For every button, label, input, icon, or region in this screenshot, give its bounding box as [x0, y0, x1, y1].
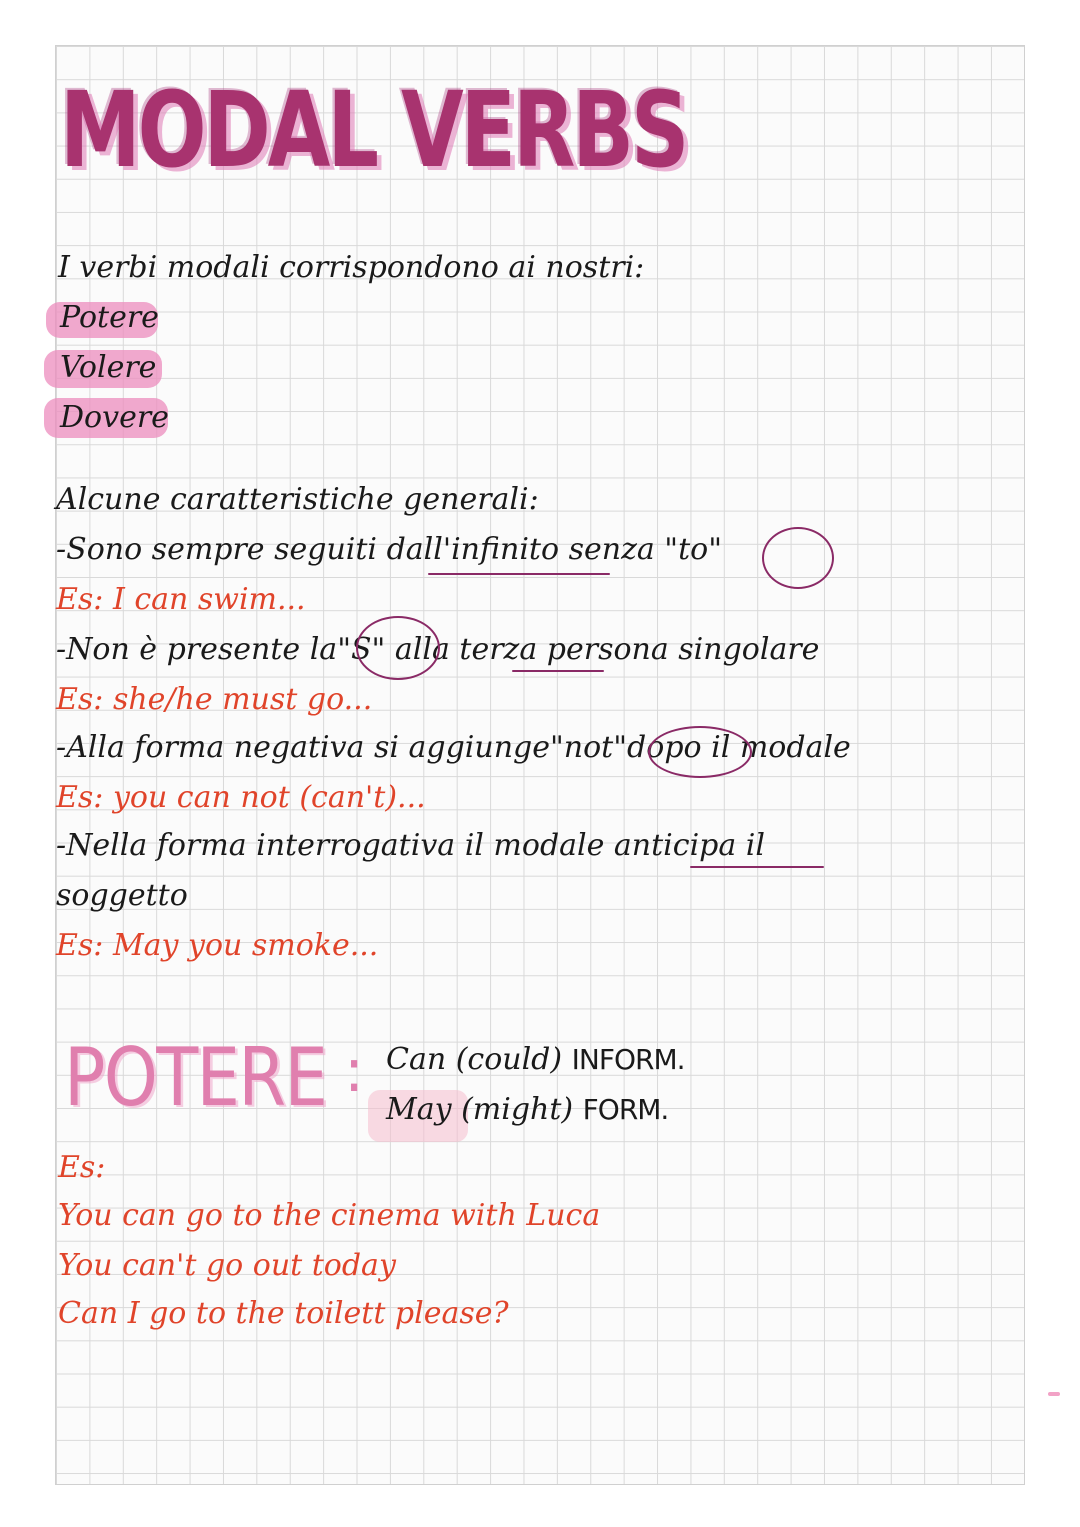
potere-example-2: You can't go out today — [58, 1248, 396, 1283]
rule-1-text: -Sono sempre seguiti — [56, 532, 387, 567]
rule-3-circled: "not" — [550, 730, 628, 765]
circle-not — [648, 726, 752, 778]
potere-es-label: Es: — [58, 1150, 106, 1185]
rule-1-circled: "to" — [664, 532, 723, 567]
underline-anticipa — [690, 866, 824, 868]
rule-4-text: -Nella forma interrogativa il modale — [56, 828, 614, 863]
rule-4 — [56, 826, 765, 866]
rule-2-end: persona singolare — [537, 632, 820, 667]
tag-form: FORM. — [582, 1093, 669, 1126]
circle-s — [356, 616, 440, 680]
potere-example-1: You can go to the cinema with Luca — [58, 1198, 601, 1233]
page-title: MODAL VERBS — [60, 69, 687, 191]
potere-line-1 — [386, 1040, 685, 1080]
rule-1-mid: senza — [559, 532, 665, 567]
rule-4-underlined: anticipa — [613, 828, 737, 863]
verb-potere: Potere — [60, 300, 159, 335]
rule-2-underlined: terza — [459, 632, 538, 667]
circle-to — [762, 527, 834, 589]
example-3: Es: you can not (can't)... — [56, 780, 426, 815]
potere-example-3: Can I go to the toilett please? — [58, 1296, 509, 1331]
tag-inform: INFORM. — [571, 1043, 685, 1076]
potere-line-2 — [386, 1090, 668, 1130]
verb-dovere: Dovere — [60, 400, 169, 435]
margin-mark — [1048, 1392, 1060, 1396]
underline-infinito — [428, 573, 610, 575]
underline-terza — [512, 670, 604, 672]
potere-line-2-words: May (might) — [386, 1092, 574, 1127]
rule-2-text: -Non è presente la — [56, 632, 338, 667]
section-heading-potere: POTERE — [64, 1031, 327, 1124]
rule-3-text: -Alla forma negativa si aggiunge — [56, 730, 550, 765]
rule-4-end: il — [736, 828, 765, 863]
verb-volere: Volere — [60, 350, 157, 385]
rule-3-end: dopo il modale — [627, 730, 851, 765]
example-4: Es: May you smoke... — [56, 928, 379, 963]
rule-2-circled: "S" — [337, 632, 386, 667]
intro-text: I verbi modali corrispondono ai nostri: — [58, 250, 645, 285]
rule-1-underlined: dall'infinito — [386, 532, 560, 567]
example-1: Es: I can swim... — [56, 582, 306, 617]
features-heading: Alcune caratteristiche generali: — [56, 482, 539, 517]
rule-4-line-2: soggetto — [56, 878, 188, 913]
potere-colon: : — [344, 1036, 365, 1106]
potere-line-1-words: Can (could) — [386, 1042, 563, 1077]
rule-1 — [56, 530, 722, 570]
rule-2-mid: alla — [385, 632, 460, 667]
example-2: Es: she/he must go... — [56, 682, 373, 717]
